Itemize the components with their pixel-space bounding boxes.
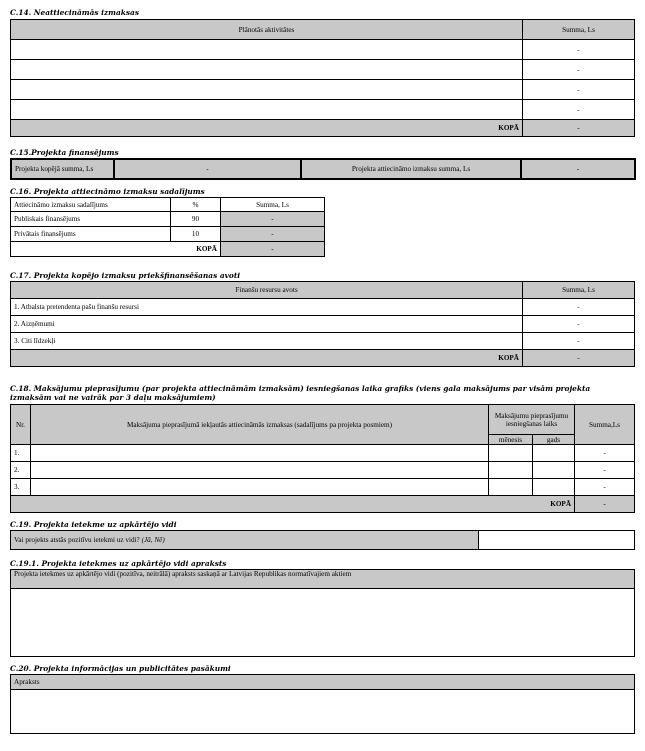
c17-row-sum[interactable]: - (523, 299, 635, 316)
c19-question (11, 531, 479, 550)
c17-row-sum[interactable]: - (523, 316, 635, 333)
c14-activity-cell[interactable] (11, 80, 523, 100)
c18-col-sum: Summa,Ls (575, 405, 635, 445)
c18-col-month: mēnesis (489, 435, 533, 445)
c16-row-pct: 90 (171, 212, 221, 227)
c18-month-cell[interactable] (489, 479, 533, 496)
c16-row-label: Privātais finansējums (11, 227, 171, 242)
c16-col-sum: Summa, Ls (221, 198, 325, 212)
c14-activity-cell[interactable] (11, 100, 523, 120)
c18-sum-cell[interactable]: - (575, 445, 635, 462)
c14-sum-cell[interactable]: - (523, 60, 635, 80)
table-row (11, 60, 635, 80)
c16-table (10, 197, 325, 257)
c16-total-label: KOPĀ (11, 242, 221, 257)
table-row (11, 316, 635, 333)
c19-table (10, 530, 635, 550)
c16-total-value: - (221, 242, 325, 257)
c18-total-value: - (575, 496, 635, 513)
table-row (11, 333, 635, 350)
c18-sum-cell[interactable]: - (575, 462, 635, 479)
c191-header: Projekta ietekmes uz apkārtējo vidi (pozitīva, neitrālā) apraksts saskaņā ar Latvijas Republikas normatīvajiem aktiem (11, 570, 635, 589)
c19-answer-cell[interactable] (479, 531, 635, 550)
c17-row-label: 3. Citi līdzekļi (11, 333, 523, 350)
c17-title: C.17. Projekta kopējo izmaksu priekšfinansēšanas avoti (10, 271, 241, 280)
c191-description-field[interactable] (11, 589, 635, 657)
c20-description-field[interactable] (11, 690, 635, 734)
c18-row-nr: 1. (11, 445, 31, 462)
c17-row-label: 2. Aizņēmumi (11, 316, 523, 333)
c14-table (10, 19, 635, 137)
table-row (11, 462, 635, 479)
c14-total-label: KOPĀ (11, 120, 523, 137)
c15-title: C.15.Projekta finansējums (10, 148, 119, 157)
c14-activity-cell[interactable] (11, 60, 523, 80)
c14-col-activities: Plānotās aktivitātes (11, 20, 523, 40)
c14-sum-cell[interactable]: - (523, 80, 635, 100)
c18-table (10, 404, 635, 513)
c17-row-sum[interactable]: - (523, 333, 635, 350)
c20-title: C.20. Projekta informācijas un publicitātes pasākumi (10, 664, 231, 673)
c19-title: C.19. Projekta ietekme uz apkārtējo vidi (10, 520, 177, 529)
c16-row-sum[interactable]: - (221, 227, 325, 242)
c15-total-label: Projekta kopējā summa, Ls (11, 159, 114, 179)
table-row (11, 100, 635, 120)
table-row (11, 445, 635, 462)
table-row (11, 80, 635, 100)
c18-title: C.18. Maksājumu pieprasījumu (par projekta attiecināmām izmaksām) iesniegšanas laika grafiks (viens gala maksājums par visām projekta izmaksām vai ne vairāk par 3 daļu maksājumiem) (10, 384, 591, 402)
c20-header: Apraksts (11, 675, 635, 690)
c18-year-cell[interactable] (533, 462, 575, 479)
c18-costs-cell[interactable] (31, 479, 489, 496)
c17-col-sum: Summa, Ls (523, 282, 635, 299)
table-row (11, 227, 325, 242)
c18-total-label: KOPĀ (11, 496, 575, 513)
c14-activity-cell[interactable] (11, 40, 523, 60)
c16-col-pct: % (171, 198, 221, 212)
c17-col-source: Finanšu resursu avots (11, 282, 523, 299)
c17-row-label: 1. Atbalsta pretendenta pašu finanšu resursi (11, 299, 523, 316)
c16-row-label: Publiskais finansējums (11, 212, 171, 227)
c18-costs-cell[interactable] (31, 445, 489, 462)
c191-title: C.19.1. Projekta ietekmes uz apkārtējo vidi apraksts (10, 559, 227, 568)
c18-col-nr: Nr. (11, 405, 31, 445)
c16-row-sum[interactable]: - (221, 212, 325, 227)
c14-title: C.14. Neattiecināmās izmaksas (10, 8, 139, 17)
c18-col-costs: Maksājuma pieprasījumā iekļautās attiecināmās izmaksas (sadalījums pa projekta posmiem) (31, 405, 489, 445)
c14-total-value: - (523, 120, 635, 137)
c16-col-split: Attiecināmo izmaksu sadalījums (11, 198, 171, 212)
c17-total-value: - (523, 350, 635, 367)
c14-sum-cell[interactable]: - (523, 100, 635, 120)
table-row (11, 479, 635, 496)
c15-eligible-value[interactable]: - (521, 159, 635, 179)
c18-costs-cell[interactable] (31, 462, 489, 479)
c17-total-label: KOPĀ (11, 350, 523, 367)
c16-title: C.16. Projekta attiecināmo izmaksu sadalījums (10, 187, 205, 196)
c16-row-pct: 10 (171, 227, 221, 242)
table-row (11, 40, 635, 60)
c15-table (10, 158, 636, 180)
table-row (11, 212, 325, 227)
c18-year-cell[interactable] (533, 445, 575, 462)
c18-row-nr: 3. (11, 479, 31, 496)
c18-month-cell[interactable] (489, 445, 533, 462)
c18-row-nr: 2. (11, 462, 31, 479)
c14-col-sum: Summa, Ls (523, 20, 635, 40)
c20-table (10, 674, 635, 734)
c18-col-time: Maksājumu pieprasījumu iesniegšanas laiks (489, 405, 575, 435)
c18-col-year: gads (533, 435, 575, 445)
c15-eligible-label: Projekta attiecināmo izmaksu summa, Ls (301, 159, 521, 179)
c17-table (10, 281, 635, 367)
c18-month-cell[interactable] (489, 462, 533, 479)
c19-question-hint: (Jā, Nē) (141, 536, 165, 544)
c15-total-value[interactable]: - (114, 159, 301, 179)
c19-question-text: Vai projekts atstās pozitīvu ietekmi uz vidi? (14, 536, 140, 544)
c191-table (10, 569, 635, 657)
table-row (11, 299, 635, 316)
c18-year-cell[interactable] (533, 479, 575, 496)
c18-sum-cell[interactable]: - (575, 479, 635, 496)
c14-sum-cell[interactable]: - (523, 40, 635, 60)
